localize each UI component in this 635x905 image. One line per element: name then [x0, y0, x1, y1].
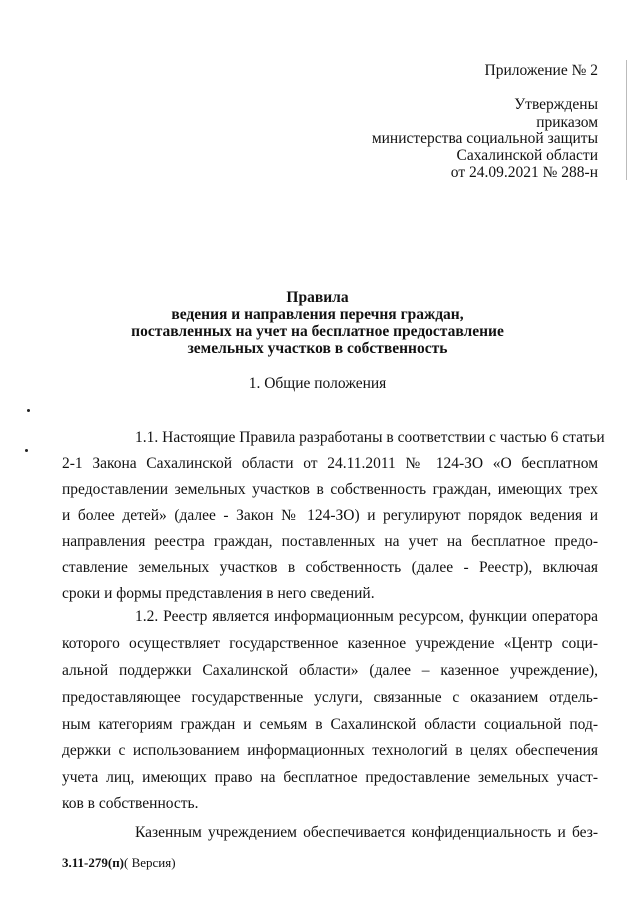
paragraph-line: ставление земельных участков в собственность (далее - Реестр), включая [62, 559, 598, 576]
paragraph-line: которого осуществляет государственное казенное учреждение «Центр соци- [62, 635, 598, 652]
paragraph-line: 1.1. Настоящие Правила разработаны в соответствии с частью 6 статьи [135, 429, 605, 446]
paragraph-line: ным категориям граждан и семьям в Сахалинской области социальной под- [62, 716, 598, 733]
paragraph-line: 2-1 Закона Сахалинской области от 24.11.2011 № 124-ЗО «О бесплатном [62, 455, 598, 472]
paragraph-line: сроки и формы представления в него сведений. [62, 585, 375, 602]
title-line-4: земельных участков в собственность [187, 340, 448, 357]
paragraph-line: учета лиц, имеющих право на бесплатное предоставление земельных участ- [62, 769, 598, 786]
paragraph-line: альной поддержки Сахалинской области» (далее – казенное учреждение), [62, 662, 598, 679]
footer [62, 855, 176, 871]
title-line-3: поставленных на учет на бесплатное предоставление [131, 323, 504, 340]
section-heading: 1. Общие положения [248, 375, 387, 392]
paragraph-line: Казенным учреждением обеспечивается конфиденциальность и без- [135, 824, 598, 841]
scan-speck [25, 449, 28, 452]
paragraph-line: предоставляющее государственные услуги, связанные с оказанием отдель- [62, 689, 598, 706]
document-version: ( Версия) [124, 855, 176, 870]
paragraph-line: ков в собственность. [62, 795, 199, 812]
title-line-1: Правила [286, 289, 349, 306]
order-label: приказом [536, 114, 598, 131]
order-date-number: от 24.09.2021 № 288-н [450, 164, 598, 181]
paragraph-line: 1.2. Реестр является информационным ресурсом, функции оператора [135, 608, 598, 625]
scan-edge-line [626, 60, 627, 180]
region-label: Сахалинской области [456, 147, 598, 164]
title-line-2: ведения и направления перечня граждан, [171, 306, 464, 323]
appendix-label: Приложение № 2 [484, 62, 598, 79]
ministry-label: министерства социальной защиты [371, 130, 598, 147]
paragraph-line: предоставлении земельных участков в собственность граждан, имеющих трех [62, 481, 598, 498]
paragraph-line: и более детей» (далее - Закон № 124-ЗО) и регулируют порядок ведения и [62, 507, 598, 524]
scan-speck [27, 409, 30, 412]
document-code: 3.11-279(п) [62, 855, 125, 870]
paragraph-line: направления реестра граждан, поставленных на учет на бесплатное предо- [62, 533, 598, 550]
approved-label: Утверждены [514, 96, 598, 113]
paragraph-line: держки с использованием информационных технологий в целях обеспечения [62, 742, 598, 759]
